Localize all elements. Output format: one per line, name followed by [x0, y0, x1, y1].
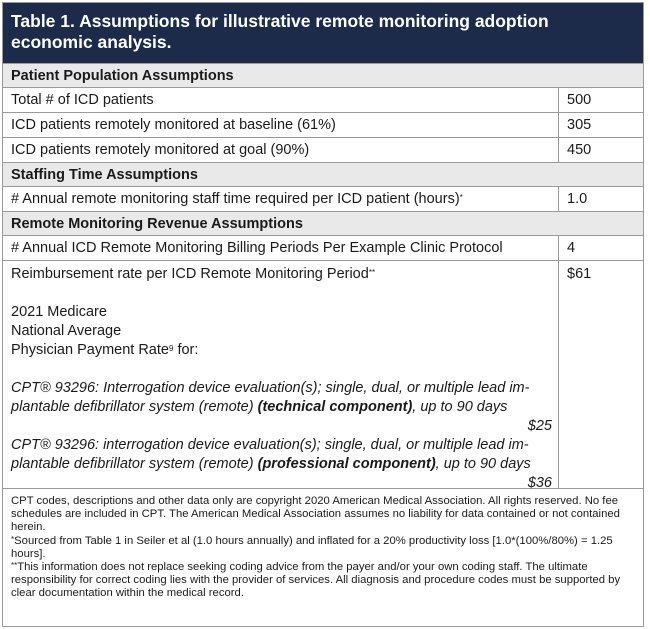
table-row [3, 87, 643, 112]
reference-marker: 9 [168, 344, 174, 353]
table-row [3, 186, 643, 211]
section-staffing-time: Staffing Time Assumptions [3, 162, 643, 186]
footnote-marker: * [459, 193, 463, 202]
section-remote-monitoring-revenue: Remote Monitoring Revenue Assumptions [3, 211, 643, 235]
reimbursement-label [11, 265, 552, 284]
footnote-star [11, 535, 635, 561]
medicare-line-text: Physician Payment Rate [11, 342, 169, 358]
table-title: Table 1. Assumptions for illustrative remote monitoring adoption economic analysis. [3, 3, 643, 63]
cpt-text: plantable defibrillator system (remote) [11, 456, 258, 472]
footnote-double-star [11, 561, 635, 601]
row-value: 450 [567, 142, 592, 158]
table-row [3, 260, 643, 491]
medicare-line [11, 341, 552, 360]
cpt-technical-line [11, 398, 552, 417]
row-value: 1.0 [567, 191, 588, 207]
section-patient-population: Patient Population Assumptions [3, 63, 643, 87]
row-label: ICD patients remotely monitored at goal (90%) [3, 138, 559, 162]
footnote-text: Sourced from Table 1 in Seiler et al (1.0 hours annually) and inflated for a 20% productivity loss [1.0*(100%/80%) = 1.25 hours]. [11, 534, 613, 560]
table-row [3, 112, 643, 137]
medicare-line: 2021 Medicare [11, 304, 107, 320]
reimbursement-value: $61 [567, 266, 592, 282]
medicare-line-end: for: [173, 342, 199, 358]
assumptions-table [2, 2, 644, 627]
row-label [3, 187, 559, 211]
cpt-component: (technical component) [257, 399, 413, 415]
cpt-professional-line [11, 455, 552, 474]
cpt-technical-line: CPT® 93296: Interrogation device evaluation(s); single, dual, or multiple lead im- [11, 380, 530, 396]
footnote-marker: ** [11, 561, 18, 571]
reimbursement-label-text: Reimbursement rate per ICD Remote Monitoring Period [11, 266, 369, 282]
row-value: 500 [567, 92, 592, 108]
medicare-line: National Average [11, 323, 122, 339]
reimbursement-cell [3, 261, 559, 491]
row-label: ICD patients remotely monitored at baseline (61%) [3, 113, 559, 137]
cpt-text: plantable defibrillator system (remote) [11, 399, 258, 415]
table-footnotes [3, 488, 643, 626]
row-value: 305 [567, 117, 592, 133]
row-value: 4 [567, 240, 576, 256]
cpt-text: , up to 90 days [435, 456, 531, 472]
row-label: Total # of ICD patients [3, 88, 559, 112]
footnote-marker: ** [368, 268, 376, 277]
cpt-technical-price: $25 [527, 418, 552, 434]
footnote-marker: * [11, 534, 15, 544]
copyright-note: CPT codes, descriptions and other data only are copyright 2020 American Medical Association. All rights reserved. No fee schedules are included in CPT. The American Medical Association assumes no liability for data contained or not contained herein. [11, 495, 620, 534]
table-row [3, 137, 643, 162]
footnote-text: This information does not replace seeking coding advice from the payer and/or your own coding staff. The ultimate responsibility for correct coding lies with the provider of services. All diagnosis and procedure codes must be supported by clear documentation within the medical record. [11, 561, 621, 600]
row-label: # Annual ICD Remote Monitoring Billing Periods Per Example Clinic Protocol [3, 236, 559, 260]
cpt-professional-price: $36 [527, 475, 552, 491]
cpt-component: (professional component) [257, 456, 436, 472]
table-row [3, 235, 643, 260]
cpt-professional-line: CPT® 93296: interrogation device evaluation(s); single, dual, or multiple lead im- [11, 437, 529, 453]
cpt-text: , up to 90 days [412, 399, 508, 415]
row-label-text: # Annual remote monitoring staff time required per ICD patient (hours) [11, 191, 460, 207]
